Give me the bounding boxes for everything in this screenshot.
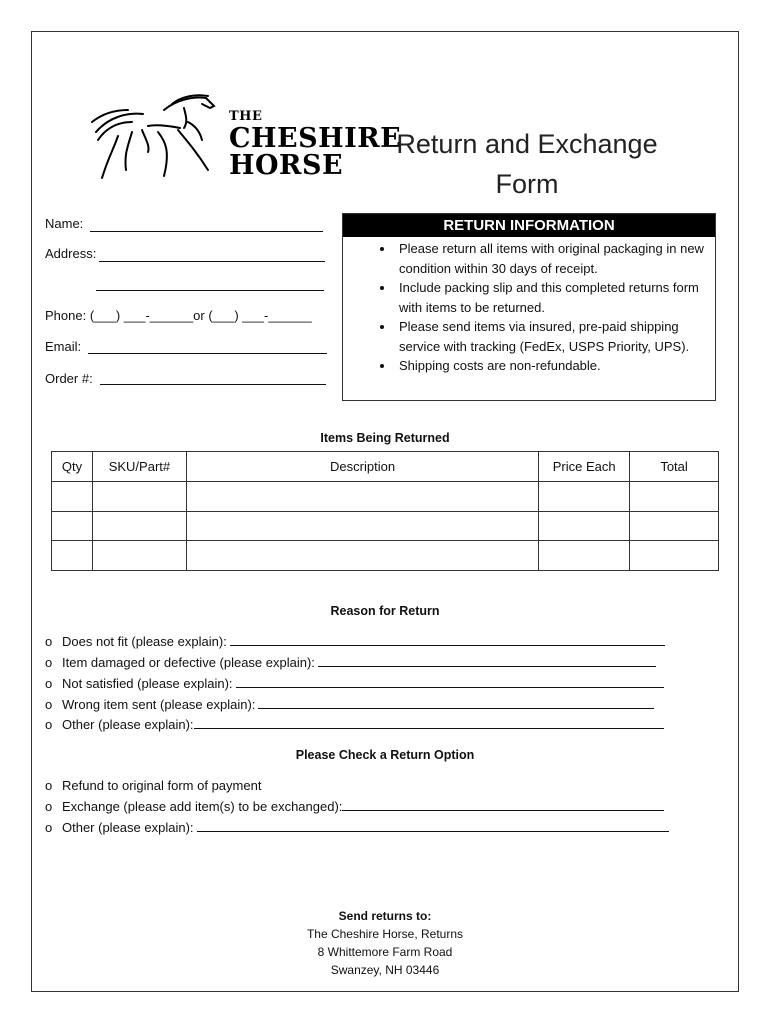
reason-option-other[interactable] [45,717,664,732]
page-title [392,124,662,204]
send-returns-title: Send returns to: [338,909,432,923]
title-line-1: Return and Exchange [396,129,658,159]
send-returns-address [250,907,520,979]
table-cell[interactable] [186,482,538,512]
return-option-label: Exchange (please add item(s) to be exchanged): [62,799,343,814]
table-cell[interactable] [630,511,719,541]
return-option-other[interactable] [45,820,669,835]
return-option-exchange[interactable] [45,799,664,814]
radio-circle-icon[interactable]: o [45,655,53,670]
table-cell[interactable] [186,511,538,541]
table-cell[interactable] [630,482,719,512]
return-information-header: RETURN INFORMATION [343,214,715,237]
column-header-price-each: Price Each [539,452,630,482]
table-header-row [52,452,719,482]
horse-logo-icon [88,92,223,184]
table-cell[interactable] [52,511,93,541]
logo-wordmark [229,110,401,179]
return-info-item: • Include packing slip and this completed returns form with items to be returned. [395,278,715,317]
logo-horse: HORSE [229,150,344,181]
reason-option-label: Does not fit (please explain): [62,634,227,649]
reason-option-label: Item damaged or defective (please explain): [62,655,315,670]
return-option-label: Refund to original form of payment [62,778,262,793]
reason-option-wrong-item[interactable] [45,697,654,712]
email-field[interactable] [88,353,327,354]
reason-for-return-title: Reason for Return [330,604,440,618]
table-cell[interactable] [92,541,186,571]
column-header-qty: Qty [52,452,93,482]
logo-cheshire: CHESHIRE [229,123,402,154]
radio-circle-icon[interactable]: o [45,717,53,732]
address-line: The Cheshire Horse, Returns [306,927,464,941]
address-line: 8 Whittemore Farm Road [317,945,453,959]
name-label: Name: [45,216,84,231]
table-cell[interactable] [186,541,538,571]
explain-field[interactable] [194,728,664,729]
phone-label[interactable]: Phone: (___) ___-______or (___) ___-______ [45,308,312,323]
table-cell[interactable] [92,511,186,541]
table-row[interactable] [52,511,719,541]
name-field[interactable] [90,231,323,232]
reason-option-not-satisfied[interactable] [45,676,664,691]
table-cell[interactable] [539,482,630,512]
return-information-list [343,239,715,376]
explain-field[interactable] [230,645,665,646]
reason-option-label: Other (please explain): [62,717,194,732]
items-returned-title: Items Being Returned [320,431,450,445]
reason-option-label: Not satisfied (please explain): [62,676,233,691]
address-field-1[interactable] [99,261,325,262]
return-option-refund[interactable] [45,778,261,793]
column-header-total: Total [630,452,719,482]
return-information-box [342,213,716,401]
table-row[interactable] [52,482,719,512]
title-line-2: Form [495,169,559,199]
explain-field[interactable] [258,708,654,709]
radio-circle-icon[interactable]: o [45,634,53,649]
order-number-label: Order #: [45,371,93,386]
address-label: Address: [45,246,97,261]
radio-circle-icon[interactable]: o [45,778,53,793]
column-header-sku: SKU/Part# [92,452,186,482]
radio-circle-icon[interactable]: o [45,676,53,691]
return-info-item: • Shipping costs are non-refundable. [395,356,715,376]
radio-circle-icon[interactable]: o [45,697,53,712]
radio-circle-icon[interactable]: o [45,820,53,835]
logo-the: THE [229,109,263,124]
return-info-item: • Please send items via insured, pre-paid shipping service with tracking (FedEx, USPS Priority, UPS). [395,317,715,356]
order-number-field[interactable] [100,384,326,385]
column-header-description: Description [186,452,538,482]
radio-circle-icon[interactable]: o [45,799,53,814]
reason-option-damaged[interactable] [45,655,656,670]
return-option-label: Other (please explain): [62,820,194,835]
email-label: Email: [45,339,82,354]
table-cell[interactable] [52,482,93,512]
reason-option-label: Wrong item sent (please explain): [62,697,256,712]
table-cell[interactable] [52,541,93,571]
table-cell[interactable] [539,511,630,541]
table-cell[interactable] [92,482,186,512]
return-option-title: Please Check a Return Option [295,748,475,762]
explain-field[interactable] [197,831,669,832]
return-info-item: • Please return all items with original packaging in new condition within 30 days of receipt. [395,239,715,278]
address-line: Swanzey, NH 03446 [330,963,440,977]
explain-field[interactable] [236,687,664,688]
table-row[interactable] [52,541,719,571]
items-returned-table [51,451,719,571]
table-cell[interactable] [630,541,719,571]
table-cell[interactable] [539,541,630,571]
explain-field[interactable] [318,666,656,667]
address-field-2[interactable] [96,290,324,291]
exchange-items-field[interactable] [342,810,664,811]
reason-option-does-not-fit[interactable] [45,634,665,649]
